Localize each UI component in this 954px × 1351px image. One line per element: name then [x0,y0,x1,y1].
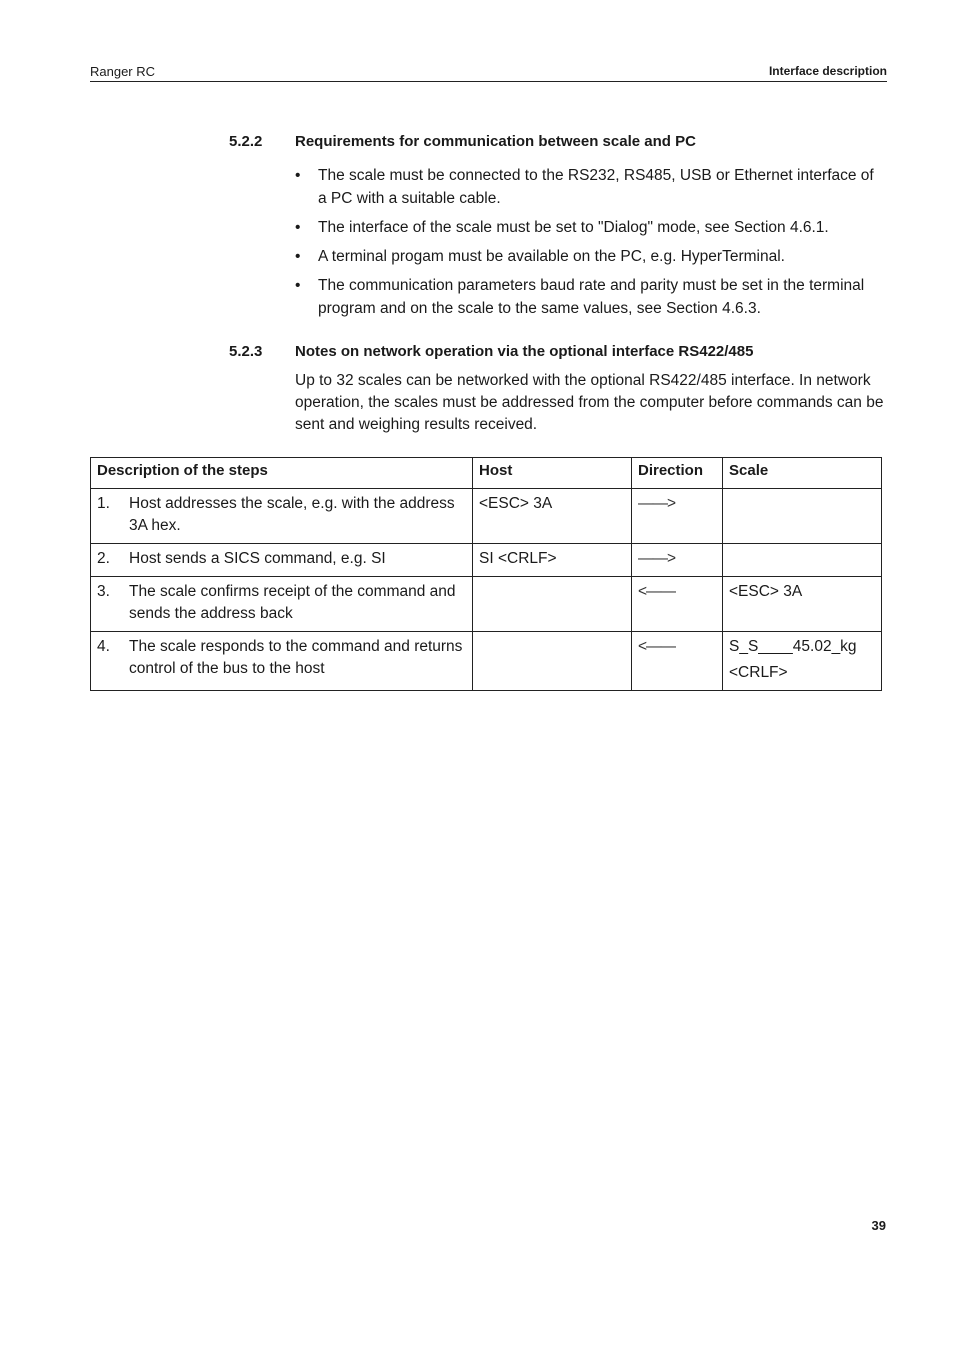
step-description: Host sends a SICS command, e.g. SI [129,550,386,567]
document-title: Ranger RC [90,64,156,79]
left-arrow-icon: <—— [638,583,676,600]
chapter-title: Interface description [768,64,887,78]
column-header-direction: Direction [632,458,723,489]
table-header-row [91,458,882,489]
host-cell: SI <CRLF> [473,544,632,577]
column-header-host: Host [473,458,632,489]
host-cell [473,577,632,632]
bullet-icon: • [295,167,301,184]
scale-value: S_S____45.02_kg [729,638,857,655]
bullet-icon: • [295,277,301,294]
bullet-icon: • [295,219,301,236]
bullet-icon: • [295,248,301,265]
step-number: 4. [97,638,110,655]
list-item [295,245,885,268]
page-number: 39 [871,1218,886,1233]
step-description: Host addresses the scale, e.g. with the address 3A hex. [129,495,455,534]
scale-cell [723,544,882,577]
scale-value: <ESC> 3A [729,583,803,600]
list-item [295,274,885,320]
direction-cell [632,577,723,632]
column-header-scale: Scale [723,458,882,489]
step-description-cell [91,489,473,544]
scale-cell [723,489,882,544]
list-item-text: The interface of the scale must be set to "Dialog" mode, see Section 4.6.1. [318,219,829,236]
direction-cell [632,489,723,544]
section-title: Requirements for communication between scale and PC [295,133,696,150]
list-item-text: The scale must be connected to the RS232, RS485, USB or Ethernet interface of a PC with a suitable cable. [318,167,874,207]
table-row [91,632,882,691]
scale-cell [723,632,882,691]
section-number: 5.2.3 [229,343,263,360]
table-row [91,489,882,544]
step-description-cell [91,632,473,691]
direction-cell [632,632,723,691]
step-description-cell [91,577,473,632]
table-row [91,577,882,632]
step-description: The scale confirms receipt of the command and sends the address back [129,583,456,622]
list-item [295,216,885,239]
step-description-cell [91,544,473,577]
table-row [91,544,882,577]
left-arrow-icon: <—— [638,638,676,655]
direction-cell [632,544,723,577]
right-arrow-icon: ——> [638,495,676,512]
steps-table [90,457,882,691]
list-item-text: A terminal progam must be available on the PC, e.g. HyperTerminal. [318,248,785,265]
list-item-text: The communication parameters baud rate and parity must be set in the terminal program and on the scale to the same values, see Section 4.6.3. [318,277,865,317]
host-cell [473,632,632,691]
step-number: 1. [97,495,110,512]
host-cell: <ESC> 3A [473,489,632,544]
step-number: 2. [97,550,110,567]
section-title: Notes on network operation via the optional interface RS422/485 [295,343,754,360]
list-item [295,164,885,210]
page-header [90,64,887,82]
network-paragraph: Up to 32 scales can be networked with the optional RS422/485 interface. In network operation, the scales must be addressed from the computer before commands can be sent and weighing results received. [295,372,884,433]
column-header-description: Description of the steps [91,458,473,489]
right-arrow-icon: ——> [638,550,676,567]
step-description: The scale responds to the command and returns control of the bus to the host [129,638,463,677]
section-number: 5.2.2 [229,133,263,150]
scale-value-line2: <CRLF> [729,664,788,681]
scale-cell [723,577,882,632]
step-number: 3. [97,583,110,600]
requirements-list [295,164,885,326]
